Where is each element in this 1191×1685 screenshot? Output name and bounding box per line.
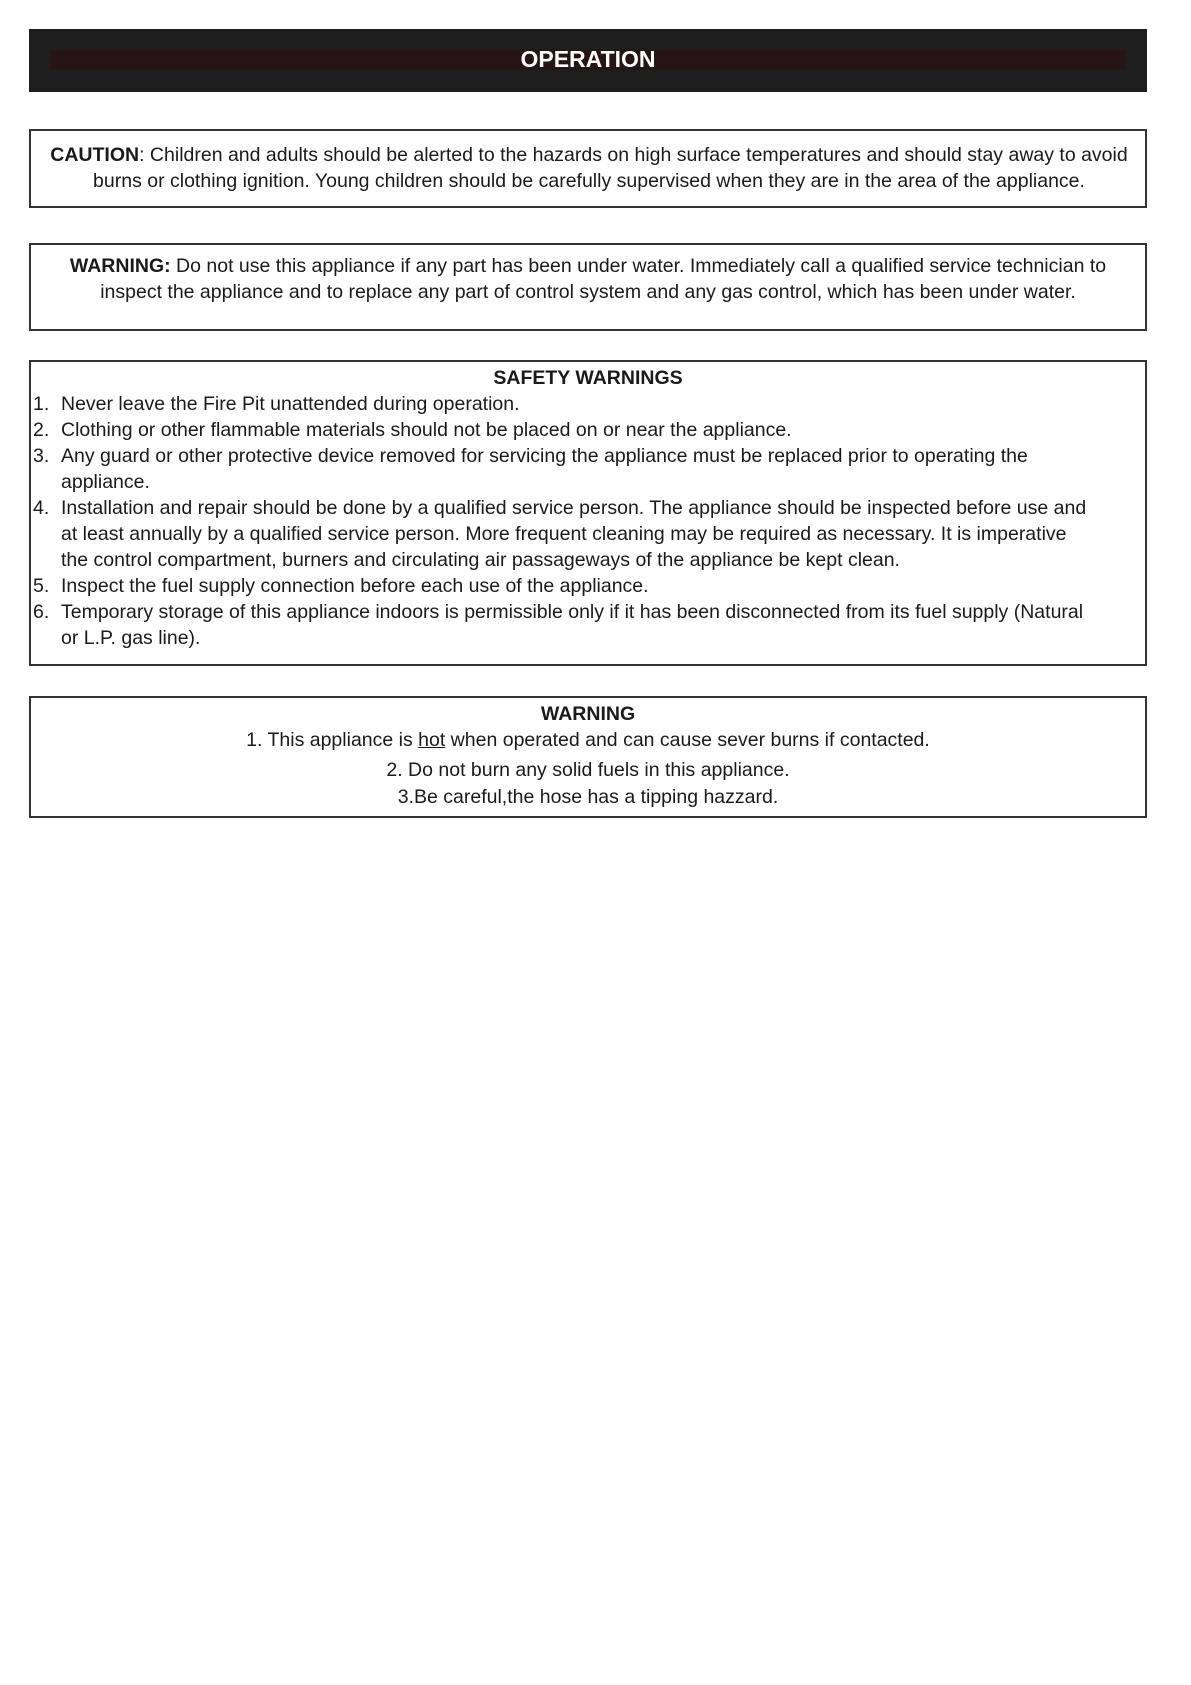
water-warning-box <box>29 243 1147 331</box>
list-item-text: Installation and repair should be done by a qualified service person. The appliance should be inspected before use and at least annually by a qualified service person. More frequent cleaning may be required as necessary. It is imperative the control compartment, burners and circulating air passageways of the appliance be kept clean. <box>61 497 1087 571</box>
list-item-text: Never leave the Fire Pit unattended during operation. <box>61 393 520 415</box>
safety-warnings-box <box>29 360 1147 666</box>
water-warning-label: WARNING: <box>69 255 171 277</box>
page-title: OPERATION <box>520 46 656 72</box>
list-item-text: Clothing or other flammable materials should not be placed on or near the appliance. <box>61 419 792 441</box>
hot-warning-box <box>29 696 1147 818</box>
hot-warning-heading: WARNING <box>540 703 636 725</box>
safety-warnings-list <box>33 391 1095 651</box>
caution-paragraph <box>33 142 1145 194</box>
list-item-text: Temporary storage of this appliance indoors is permissible only if it has been disconnected from its fuel supply (Natural or L.P. gas line). <box>61 601 1084 649</box>
list-item <box>33 599 1095 651</box>
caution-label: CAUTION <box>50 144 140 166</box>
water-warning-paragraph <box>41 253 1135 305</box>
list-item <box>33 417 1095 443</box>
list-item <box>33 391 1095 417</box>
caution-text: : Children and adults should be alerted to the hazards on high surface temperatures and should stay away to avoid burns or clothing ignition. Young children should be carefully supervised when they are in the area of the appliance. <box>93 144 1128 192</box>
list-item-number: 2. <box>33 419 50 441</box>
hot-warning-line-2: 2. Do not burn any solid fuels in this appliance. <box>386 759 790 781</box>
list-item-number: 5. <box>33 575 50 597</box>
list-item-number: 1. <box>33 393 50 415</box>
list-item-number: 3. <box>33 445 50 467</box>
caution-box <box>29 129 1147 208</box>
header-bar <box>29 29 1147 92</box>
hot-warning-line-1-post: when operated and can cause sever burns if contacted. <box>445 729 930 751</box>
hot-underlined-word: hot <box>418 729 446 751</box>
safety-warnings-heading: SAFETY WARNINGS <box>493 367 683 389</box>
list-item <box>33 495 1095 573</box>
list-item <box>33 573 1095 599</box>
hot-warning-line-1 <box>31 727 1145 753</box>
list-item-text: Inspect the fuel supply connection before each use of the appliance. <box>61 575 649 597</box>
list-item-text: Any guard or other protective device removed for servicing the appliance must be replaced prior to operating the appliance. <box>61 445 1028 493</box>
list-item-number: 6. <box>33 601 50 623</box>
hot-warning-line-3: 3.Be careful,the hose has a tipping hazzard. <box>397 786 779 808</box>
water-warning-text: Do not use this appliance if any part has been under water. Immediately call a qualified service technician to inspect the appliance and to replace any part of control system and any gas control, which has been under water. <box>100 255 1107 303</box>
list-item-number: 4. <box>33 497 50 519</box>
hot-warning-line-1-pre: 1. This appliance is <box>246 729 419 751</box>
list-item <box>33 443 1095 495</box>
